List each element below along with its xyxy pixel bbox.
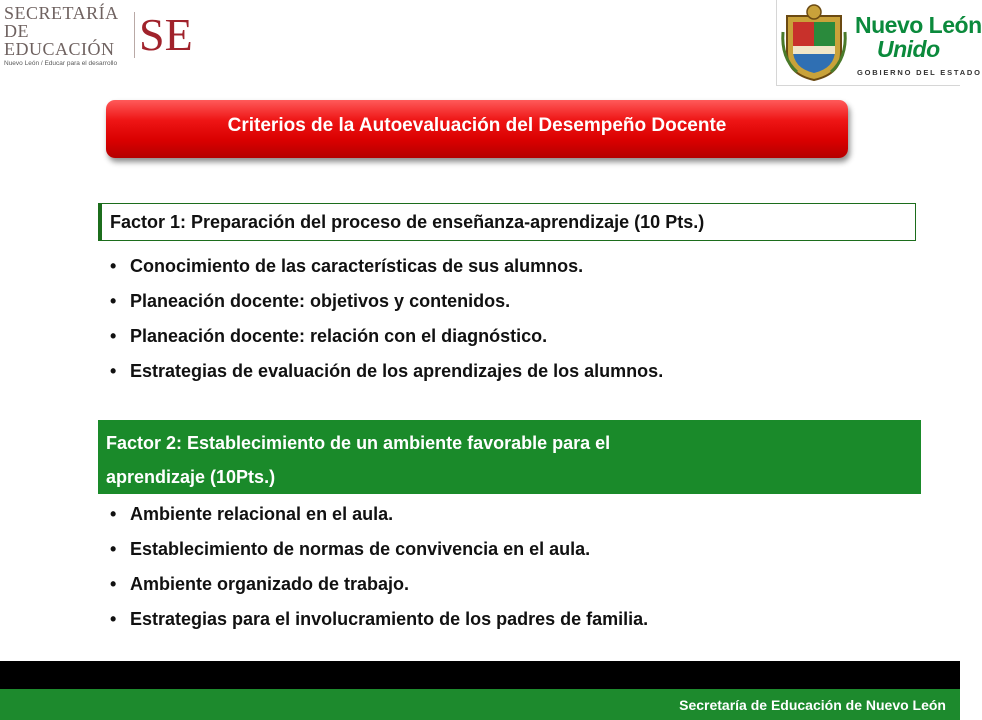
- bullet-icon: •: [110, 609, 117, 629]
- bullet-icon: •: [110, 574, 117, 594]
- list-item: [110, 497, 648, 532]
- nuevo-leon-title: Nuevo León: [855, 12, 982, 38]
- list-item: [110, 284, 663, 319]
- title-banner: [106, 100, 848, 158]
- criterion-text: Estrategias de evaluación de los aprendizajes de los alumnos.: [130, 361, 664, 381]
- factor2-heading-box: [98, 420, 921, 494]
- footer-green-bar: [0, 689, 960, 720]
- list-item: [110, 602, 648, 637]
- bullet-icon: •: [110, 361, 117, 381]
- bullet-icon: •: [110, 291, 117, 311]
- list-item: [110, 249, 663, 284]
- criterion-text: Ambiente organizado de trabajo.: [130, 574, 410, 594]
- criterion-text: Establecimiento de normas de convivencia en el aula.: [130, 539, 591, 559]
- sep-logo-line2: DE EDUCACIÓN: [4, 20, 115, 59]
- nuevo-leon-subtitle-unido: Unido: [877, 36, 940, 62]
- footer-text: Secretaría de Educación de Nuevo León: [679, 696, 946, 713]
- factor2-heading-line2: aprendizaje (10Pts.): [106, 467, 276, 487]
- list-item: [110, 354, 663, 389]
- factor1-heading-box: [98, 203, 916, 241]
- factor2-criteria-list: [110, 497, 648, 637]
- criterion-text: Estrategias para el involucramiento de los padres de familia.: [130, 609, 649, 629]
- sep-logo-tagline: Nuevo León / Educar para el desarrollo: [4, 59, 118, 67]
- criterion-text: Ambiente relacional en el aula.: [130, 504, 394, 524]
- list-item: [110, 532, 648, 567]
- factor1-heading: Factor 1: Preparación del proceso de enseñanza-aprendizaje (10 Pts.): [110, 211, 705, 232]
- sep-logo-mark: SE: [134, 12, 193, 58]
- page-title: Criterios de la Autoevaluación del Desempeño Docente: [227, 115, 727, 136]
- list-item: [110, 567, 648, 602]
- bullet-icon: •: [110, 256, 117, 276]
- coat-of-arms-icon: [781, 2, 847, 82]
- list-item: [110, 319, 663, 354]
- criterion-text: Conocimiento de las características de sus alumnos.: [130, 256, 584, 276]
- sep-logo-text: [4, 4, 128, 67]
- bullet-icon: •: [110, 539, 117, 559]
- criterion-text: Planeación docente: relación con el diagnóstico.: [130, 326, 548, 346]
- bullet-icon: •: [110, 504, 117, 524]
- sep-logo: [4, 4, 194, 66]
- criterion-text: Planeación docente: objetivos y contenidos.: [130, 291, 511, 311]
- gobierno-label: GOBIERNO DEL ESTADO: [857, 68, 982, 77]
- sep-logo-line1: SECRETARÍA: [4, 2, 119, 23]
- footer-black-bar: [0, 661, 960, 689]
- nuevo-leon-logo: [776, 0, 982, 86]
- bullet-icon: •: [110, 326, 117, 346]
- factor2-heading-line1: Factor 2: Establecimiento de un ambiente favorable para el: [106, 433, 611, 453]
- factor1-criteria-list: [110, 249, 663, 389]
